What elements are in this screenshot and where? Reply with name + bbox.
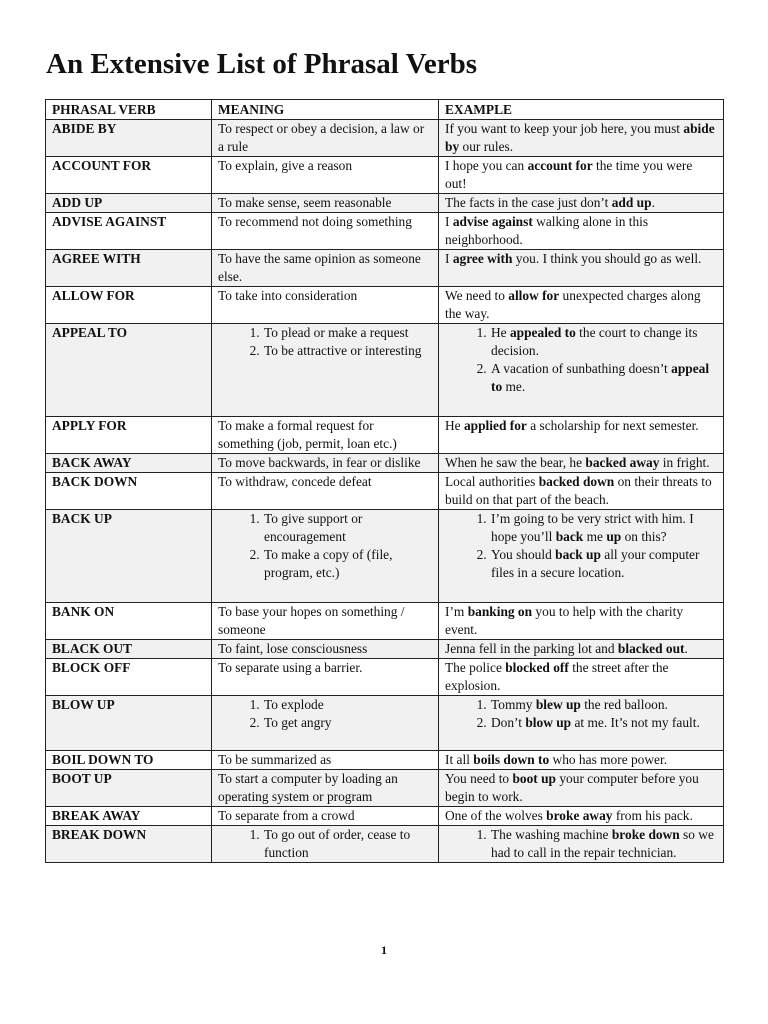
phrasal-verb-cell: BACK UP <box>46 510 212 603</box>
example-text: You need to <box>445 771 513 786</box>
example-text: . <box>651 195 655 210</box>
example-cell <box>439 473 724 510</box>
meaning-item: 2. To get angry <box>263 714 432 732</box>
example-text: I’m going to be very strict with him. I hope you’ll <box>491 511 694 544</box>
example-text: The police <box>445 660 506 675</box>
example-text: the street after the explosion. <box>445 660 669 693</box>
meaning-cell: To separate using a barrier. <box>212 659 439 696</box>
phrasal-verb-cell: ALLOW FOR <box>46 287 212 324</box>
example-text: Local authorities <box>445 474 539 489</box>
example-item <box>490 826 717 862</box>
phrasal-verb-cell: ACCOUNT FOR <box>46 157 212 194</box>
table-row <box>46 213 724 250</box>
example-text: me <box>583 529 607 544</box>
phrasal-verb-highlight: boot up <box>512 771 557 786</box>
table-row <box>46 826 724 863</box>
phrasal-verb-highlight: blow up <box>525 715 572 730</box>
meaning-cell: To start a computer by loading an operating system or program <box>212 770 439 807</box>
meaning-list <box>218 510 432 582</box>
phrasal-verb-highlight: broke down <box>611 827 680 842</box>
phrasal-verb-highlight: back <box>555 529 584 544</box>
page-title: An Extensive List of Phrasal Verbs <box>46 48 478 80</box>
phrasal-verb-highlight: agree with <box>452 251 513 266</box>
meaning-cell <box>212 510 439 603</box>
example-text: the time you were out! <box>445 158 693 191</box>
meaning-cell <box>212 826 439 863</box>
example-text: We need to <box>445 288 509 303</box>
phrasal-verb-highlight: account for <box>527 158 593 173</box>
phrasal-verb-highlight: blocked off <box>505 660 569 675</box>
phrasal-verb-cell: ABIDE BY <box>46 120 212 157</box>
example-item <box>490 696 717 714</box>
meaning-cell <box>212 324 439 417</box>
phrasal-verb-highlight: applied for <box>463 418 527 433</box>
phrasal-verb-highlight: advise against <box>452 214 533 229</box>
example-text: . <box>684 641 688 656</box>
meaning-cell: To faint, lose consciousness <box>212 640 439 659</box>
example-list <box>445 826 717 862</box>
phrasal-verb-highlight: banking on <box>467 604 533 619</box>
header-meaning: MEANING <box>212 100 439 120</box>
example-cell <box>439 250 724 287</box>
table-row <box>46 751 724 770</box>
phrasal-verb-cell: BREAK AWAY <box>46 807 212 826</box>
phrasal-verb-highlight: allow for <box>508 288 560 303</box>
meaning-cell: To be summarized as <box>212 751 439 770</box>
example-cell <box>439 659 724 696</box>
example-text: Tommy <box>491 697 536 712</box>
example-cell <box>439 826 724 863</box>
example-text: If you want to keep your job here, you must <box>445 121 684 136</box>
example-cell <box>439 696 724 751</box>
phrasal-verb-cell: ADD UP <box>46 194 212 213</box>
meaning-cell: To make sense, seem reasonable <box>212 194 439 213</box>
header-example: EXAMPLE <box>439 100 724 120</box>
example-item <box>490 714 717 732</box>
example-cell <box>439 213 724 250</box>
phrasal-verb-highlight: backed down <box>538 474 615 489</box>
table-row <box>46 417 724 454</box>
example-text: The washing machine <box>491 827 612 842</box>
table-header-row <box>46 100 724 120</box>
example-cell <box>439 157 724 194</box>
meaning-item: 1. To give support or encouragement <box>263 510 432 546</box>
example-text: at me. It’s not my fault. <box>571 715 700 730</box>
meaning-cell: To recommend not doing something <box>212 213 439 250</box>
example-item <box>490 546 717 582</box>
phrasal-verb-cell: APPLY FOR <box>46 417 212 454</box>
meaning-list <box>218 696 432 732</box>
example-cell <box>439 417 724 454</box>
phrasal-verb-cell: BOIL DOWN TO <box>46 751 212 770</box>
table-row <box>46 696 724 751</box>
meaning-cell: To explain, give a reason <box>212 157 439 194</box>
example-text: our rules. <box>459 139 514 154</box>
meaning-cell: To move backwards, in fear or dislike <box>212 454 439 473</box>
example-text: One of the wolves <box>445 808 547 823</box>
phrasal-verb-cell: BLOCK OFF <box>46 659 212 696</box>
table-body <box>46 120 724 863</box>
example-text: The facts in the case just don’t <box>445 195 612 210</box>
example-cell <box>439 287 724 324</box>
example-text: on their threats to build on that part of the beach. <box>445 474 712 507</box>
table-row <box>46 640 724 659</box>
example-cell <box>439 510 724 603</box>
phrasal-verb-highlight: appeal to <box>491 361 710 394</box>
meaning-item: 1. To explode <box>263 696 432 714</box>
table-row <box>46 454 724 473</box>
example-text: on this? <box>621 529 667 544</box>
example-cell <box>439 194 724 213</box>
meaning-cell: To base your hopes on something / someone <box>212 603 439 640</box>
example-text: He <box>491 325 510 340</box>
example-text: It all <box>445 752 474 767</box>
phrasal-verb-cell: BLACK OUT <box>46 640 212 659</box>
example-text: who has more power. <box>549 752 668 767</box>
phrasal-verb-cell: AGREE WITH <box>46 250 212 287</box>
example-cell <box>439 120 724 157</box>
meaning-cell <box>212 696 439 751</box>
phrasal-verb-highlight: broke away <box>546 808 613 823</box>
example-text: a scholarship for next semester. <box>526 418 699 433</box>
table-row <box>46 287 724 324</box>
table-row <box>46 157 724 194</box>
meaning-cell: To make a formal request for something (job, permit, loan etc.) <box>212 417 439 454</box>
example-text: unexpected charges along the way. <box>445 288 701 321</box>
table-row <box>46 250 724 287</box>
example-cell <box>439 640 724 659</box>
example-text: you. I think you should go as well. <box>512 251 702 266</box>
phrasal-verb-cell: APPEAL TO <box>46 324 212 417</box>
example-cell <box>439 454 724 473</box>
example-text: A vacation of sunbathing doesn’t <box>491 361 672 376</box>
meaning-cell: To separate from a crowd <box>212 807 439 826</box>
example-text: I <box>445 251 453 266</box>
meaning-cell: To withdraw, concede defeat <box>212 473 439 510</box>
example-text: in fright. <box>659 455 710 470</box>
example-item <box>490 510 717 546</box>
table-row <box>46 770 724 807</box>
example-text: I <box>445 214 453 229</box>
table-row <box>46 510 724 603</box>
phrasal-verb-highlight: blacked out <box>617 641 685 656</box>
meaning-cell: To respect or obey a decision, a law or a rule <box>212 120 439 157</box>
phrasal-verb-cell: BREAK DOWN <box>46 826 212 863</box>
phrasal-verb-highlight: backed away <box>585 455 660 470</box>
example-text: the red balloon. <box>580 697 668 712</box>
meaning-item: 2. To make a copy of (file, program, etc.) <box>263 546 432 582</box>
table-row <box>46 473 724 510</box>
phrasal-verb-highlight: appealed to <box>509 325 576 340</box>
phrasal-verb-highlight: boils down to <box>473 752 550 767</box>
phrasal-verb-highlight: abide by <box>445 121 715 154</box>
phrasal-verb-cell: BACK AWAY <box>46 454 212 473</box>
example-text: I hope you can <box>445 158 528 173</box>
phrasal-verb-cell: BACK DOWN <box>46 473 212 510</box>
example-cell <box>439 770 724 807</box>
phrasal-verb-highlight: up <box>606 529 622 544</box>
table-row <box>46 194 724 213</box>
example-text: from his pack. <box>612 808 693 823</box>
example-text: He <box>445 418 464 433</box>
phrasal-verb-highlight: add up <box>611 195 652 210</box>
example-cell <box>439 324 724 417</box>
example-list <box>445 510 717 582</box>
example-text: When he saw the bear, he <box>445 455 586 470</box>
meaning-cell: To take into consideration <box>212 287 439 324</box>
meaning-item: 1. To plead or make a request <box>263 324 432 342</box>
phrasal-verb-cell: ADVISE AGAINST <box>46 213 212 250</box>
example-text: so we had to call in the repair technician. <box>491 827 714 860</box>
phrasal-verbs-table <box>45 99 724 863</box>
phrasal-verb-cell: BOOT UP <box>46 770 212 807</box>
example-text: walking alone in this neighborhood. <box>445 214 649 247</box>
example-text: all your computer files in a secure location. <box>491 547 700 580</box>
example-text: the court to change its decision. <box>491 325 698 358</box>
example-list <box>445 696 717 732</box>
meaning-list <box>218 324 432 360</box>
meaning-item: 1. To go out of order, cease to function <box>263 826 432 862</box>
table-row <box>46 807 724 826</box>
example-text: you to help with the charity event. <box>445 604 684 637</box>
table-row <box>46 659 724 696</box>
example-text: Jenna fell in the parking lot and <box>445 641 618 656</box>
header-phrasal-verb: PHRASAL VERB <box>46 100 212 120</box>
page-number: 1 <box>381 943 387 957</box>
example-text: me. <box>502 379 526 394</box>
example-list <box>445 324 717 396</box>
phrasal-verb-cell: BLOW UP <box>46 696 212 751</box>
example-item <box>490 360 717 396</box>
example-cell <box>439 603 724 640</box>
example-text: You should <box>491 547 556 562</box>
example-text: Don’t <box>491 715 526 730</box>
table-row <box>46 603 724 640</box>
table-row <box>46 324 724 417</box>
phrasal-verb-cell: BANK ON <box>46 603 212 640</box>
example-cell <box>439 807 724 826</box>
example-cell <box>439 751 724 770</box>
meaning-list <box>218 826 432 862</box>
example-text: I’m <box>445 604 468 619</box>
meaning-cell: To have the same opinion as someone else. <box>212 250 439 287</box>
table-row <box>46 120 724 157</box>
meaning-item: 2. To be attractive or interesting <box>263 342 432 360</box>
phrasal-verb-highlight: back up <box>555 547 601 562</box>
example-text: your computer before you begin to work. <box>445 771 699 804</box>
phrasal-verb-highlight: blew up <box>535 697 581 712</box>
example-item <box>490 324 717 360</box>
